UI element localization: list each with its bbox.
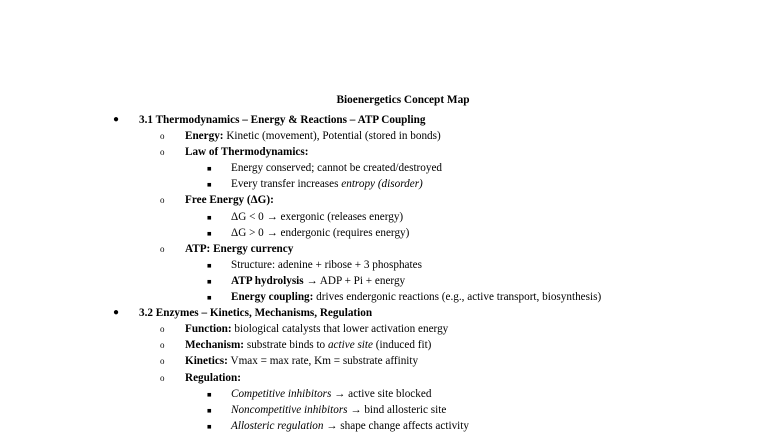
item-text	[185, 144, 308, 160]
subitem-italic: Noncompetitive inhibitors	[231, 403, 348, 416]
level3-bullet: ■	[207, 421, 212, 431]
item-label: Mechanism:	[185, 339, 245, 352]
item-description: Vmax = max rate, Km = substrate affinity	[227, 355, 419, 368]
subitem-text	[231, 386, 431, 402]
level3-bullet: ■	[207, 180, 212, 190]
page-title: Bioenergetics Concept Map	[336, 94, 470, 106]
subitem-text-part: Energy conserved; cannot be created/destroyed	[231, 162, 443, 175]
subitem-suffix: → ADP + Pi + energy	[303, 274, 406, 287]
outline-subitem	[0, 386, 784, 402]
section-heading: 3.2 Enzymes – Kinetics, Mechanisms, Regulation	[139, 307, 373, 320]
outline-subitem	[0, 418, 784, 434]
outline-item	[0, 353, 784, 369]
item-text	[185, 321, 448, 337]
concept-map-outline	[0, 112, 784, 434]
subitem-text-part: Structure: adenine + ribose + 3 phosphates	[231, 258, 422, 271]
item-text	[185, 353, 418, 369]
item-description: biological catalysts that lower activation energy	[231, 323, 449, 336]
subitem-italic: Competitive inhibitors	[231, 387, 332, 400]
section-row	[0, 305, 784, 321]
subitem-suffix: → active site blocked	[331, 387, 432, 400]
outline-item	[0, 128, 784, 144]
subitem-text-part: ΔG < 0 → exergonic (releases energy)	[231, 210, 404, 223]
subitem-text	[231, 225, 409, 241]
subitem-suffix: drives endergonic reactions (e.g., active transport, biosynthesis)	[313, 291, 602, 304]
item-text	[185, 370, 241, 386]
outline-subitem	[0, 289, 784, 305]
level3-bullet: ■	[207, 228, 212, 238]
item-label: Free Energy (ΔG):	[185, 194, 274, 207]
level3-bullet: ■	[207, 260, 212, 270]
item-label: Regulation:	[185, 371, 241, 384]
level3-bullet: ■	[207, 276, 212, 286]
outline-item	[0, 241, 784, 257]
subitem-text-part: Every transfer increases	[231, 178, 342, 191]
subitem-suffix: → shape change affects activity	[323, 419, 469, 432]
item-text	[185, 128, 441, 144]
level2-bullet: o	[160, 356, 165, 367]
subitem-term: ATP hydrolysis	[231, 274, 304, 287]
level2-bullet: o	[160, 147, 165, 158]
outline-subitem	[0, 160, 784, 176]
outline-subitem	[0, 209, 784, 225]
subitem-text	[231, 402, 446, 418]
subitem-term: Energy coupling:	[231, 291, 314, 304]
item-text	[185, 337, 431, 353]
outline-item	[0, 337, 784, 353]
item-label: Law of Thermodynamics:	[185, 146, 309, 159]
subitem-italic: entropy (disorder)	[341, 178, 423, 191]
item-emphasis: active site	[327, 339, 373, 352]
outline-item	[0, 144, 784, 160]
section-heading: 3.1 Thermodynamics – Energy & Reactions – ATP Coupling	[139, 114, 426, 126]
item-label: Energy:	[185, 130, 224, 143]
level1-bullet: ●	[113, 307, 120, 319]
outline-subitem	[0, 273, 784, 289]
level2-bullet: o	[160, 131, 165, 142]
subitem-text	[231, 257, 422, 273]
level2-bullet: o	[160, 324, 165, 335]
outline-subitem	[0, 176, 784, 192]
subitem-italic: Allosteric regulation	[231, 419, 324, 432]
section-row	[0, 112, 784, 128]
outline-subitem	[0, 257, 784, 273]
outline-item	[0, 192, 784, 208]
item-label: ATP: Energy currency	[185, 242, 294, 255]
outline-subitem	[0, 402, 784, 418]
item-description: Kinetic (movement), Potential (stored in bonds)	[223, 130, 441, 143]
subitem-text	[231, 289, 601, 305]
level1-bullet: ●	[113, 114, 120, 125]
subitem-text	[231, 160, 442, 176]
item-text	[185, 241, 293, 257]
subitem-text	[231, 273, 405, 289]
level3-bullet: ■	[207, 293, 212, 303]
outline-item	[0, 321, 784, 337]
level3-bullet: ■	[207, 164, 212, 174]
outline-subitem	[0, 225, 784, 241]
level2-bullet: o	[160, 372, 165, 383]
outline-item	[0, 370, 784, 386]
subitem-text-part: ΔG > 0 → endergonic (requires energy)	[231, 226, 410, 239]
item-suffix: (induced fit)	[373, 339, 432, 352]
subitem-text	[231, 176, 423, 192]
item-description: substrate binds to	[244, 339, 328, 352]
subitem-text	[231, 418, 469, 434]
subitem-suffix: → bind allosteric site	[347, 403, 447, 416]
item-label: Kinetics:	[185, 355, 228, 368]
level3-bullet: ■	[207, 212, 212, 222]
subitem-text	[231, 209, 403, 225]
level2-bullet: o	[160, 340, 165, 351]
item-label: Function:	[185, 323, 232, 336]
level3-bullet: ■	[207, 389, 212, 399]
level3-bullet: ■	[207, 405, 212, 415]
level2-bullet: o	[160, 195, 165, 206]
level2-bullet: o	[160, 243, 165, 254]
item-text	[185, 192, 274, 208]
